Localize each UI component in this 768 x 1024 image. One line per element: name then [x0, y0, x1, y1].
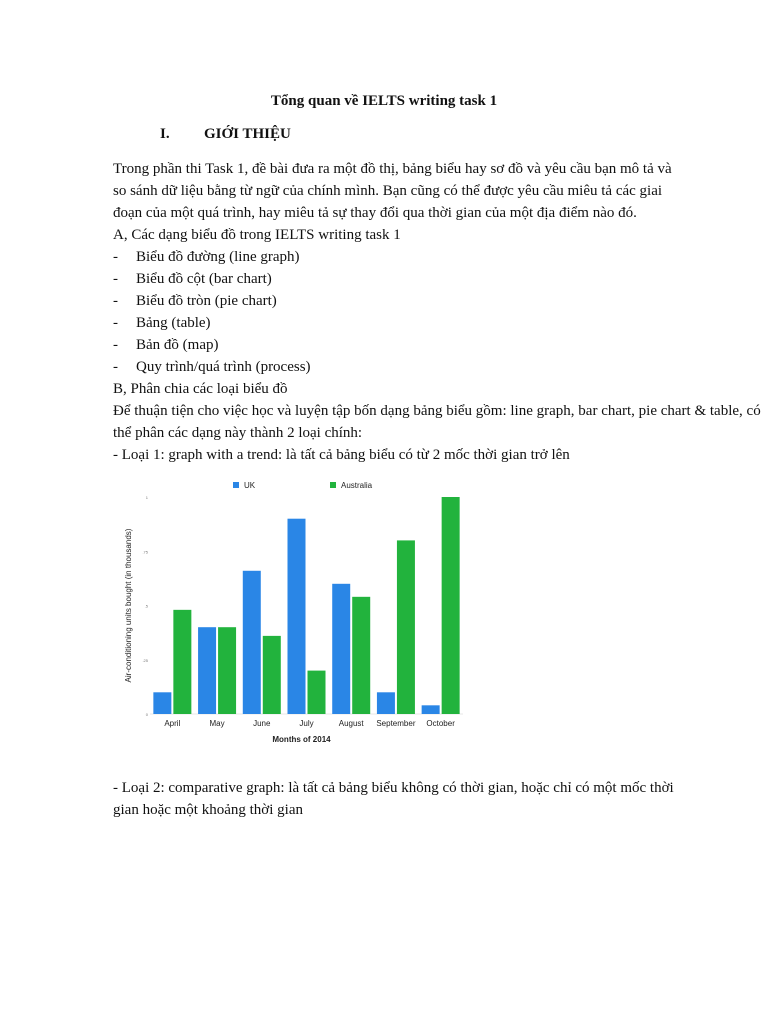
list-item: - Biểu đồ cột (bar chart) [113, 271, 272, 287]
bar-australia-april [173, 610, 191, 714]
bar-australia-july [308, 671, 326, 714]
bar-uk-july [288, 519, 306, 714]
bar-uk-april [153, 692, 171, 714]
list-item: - Biểu đồ tròn (pie chart) [113, 293, 277, 309]
legend-label: Australia [341, 481, 373, 490]
bar-uk-september [377, 692, 395, 714]
y-axis-title: Air-conditioning units bought (in thousands) [124, 528, 133, 683]
intro-paragraph: Trong phần thi Task 1, đề bài đưa ra một đồ thị, bảng biểu hay sơ đồ và yêu cầu bạn mô tả và so sánh dữ liệu bằng từ ngữ của chính mình. Bạn cũng có thể được yêu cầu miêu tả các giai đoạn của một quá trình, hay miêu tả sự thay đổi qua thời gian của một địa điểm nào đó. [113, 161, 672, 221]
x-tick-label: September [376, 719, 416, 728]
x-axis-title: Months of 2014 [272, 735, 331, 744]
paragraph-b: Để thuận tiện cho việc học và luyện tập bốn dạng bảng biểu gồm: line graph, bar chart, pie chart & table, có thể phân các dạng này thành 2 loại chính: [113, 403, 761, 441]
y-tick-label: .75 [142, 549, 148, 555]
intro-block [113, 158, 683, 246]
x-tick-label: October [426, 719, 455, 728]
list-item: - Biểu đồ đường (line graph) [113, 249, 300, 265]
bar-uk-june [243, 571, 261, 714]
y-tick-label: 1 [145, 495, 148, 500]
legend-swatch-australia [330, 482, 336, 488]
bar-uk-may [198, 627, 216, 714]
x-tick-label: June [253, 719, 271, 728]
bar-australia-august [352, 597, 370, 714]
y-tick-label: 0 [145, 712, 148, 717]
x-tick-label: May [209, 719, 225, 728]
list-item: - Bản đồ (map) [113, 337, 219, 353]
bar-uk-august [332, 584, 350, 714]
legend-swatch-uk [233, 482, 239, 488]
bar-australia-september [397, 540, 415, 714]
bar-australia-june [263, 636, 281, 714]
section-title: GIỚI THIỆU [204, 126, 291, 142]
type-1-text: - Loại 1: graph with a trend: là tất cả bảng biểu có từ 2 mốc thời gian trở lên [113, 447, 570, 463]
y-tick-label: .5 [144, 603, 148, 609]
chart-types-list [113, 246, 768, 466]
legend-label: UK [244, 481, 256, 490]
x-tick-label: August [338, 719, 364, 728]
x-tick-label: July [299, 719, 314, 728]
section-number: I. [160, 126, 170, 142]
list-item: - Quy trình/quá trình (process) [113, 359, 311, 375]
y-tick-label: .25 [142, 657, 148, 663]
bar-australia-october [442, 497, 460, 714]
x-tick-label: April [164, 719, 181, 728]
bar-australia-may [218, 627, 236, 714]
page-title: Tổng quan về IELTS writing task 1 [270, 93, 498, 109]
subheading-a: A, Các dạng biểu đồ trong IELTS writing task 1 [113, 227, 401, 243]
subheading-b: B, Phân chia các loại biểu đồ [113, 381, 288, 397]
type-2-text: - Loại 2: comparative graph: là tất cả bảng biểu không có thời gian, hoặc chỉ có một mốc thời gian hoặc một khoảng thời gian [113, 780, 674, 818]
list-item: - Bảng (table) [113, 315, 211, 331]
bar-chart [118, 470, 468, 755]
section-heading [160, 126, 291, 143]
bar-uk-october [422, 705, 440, 714]
